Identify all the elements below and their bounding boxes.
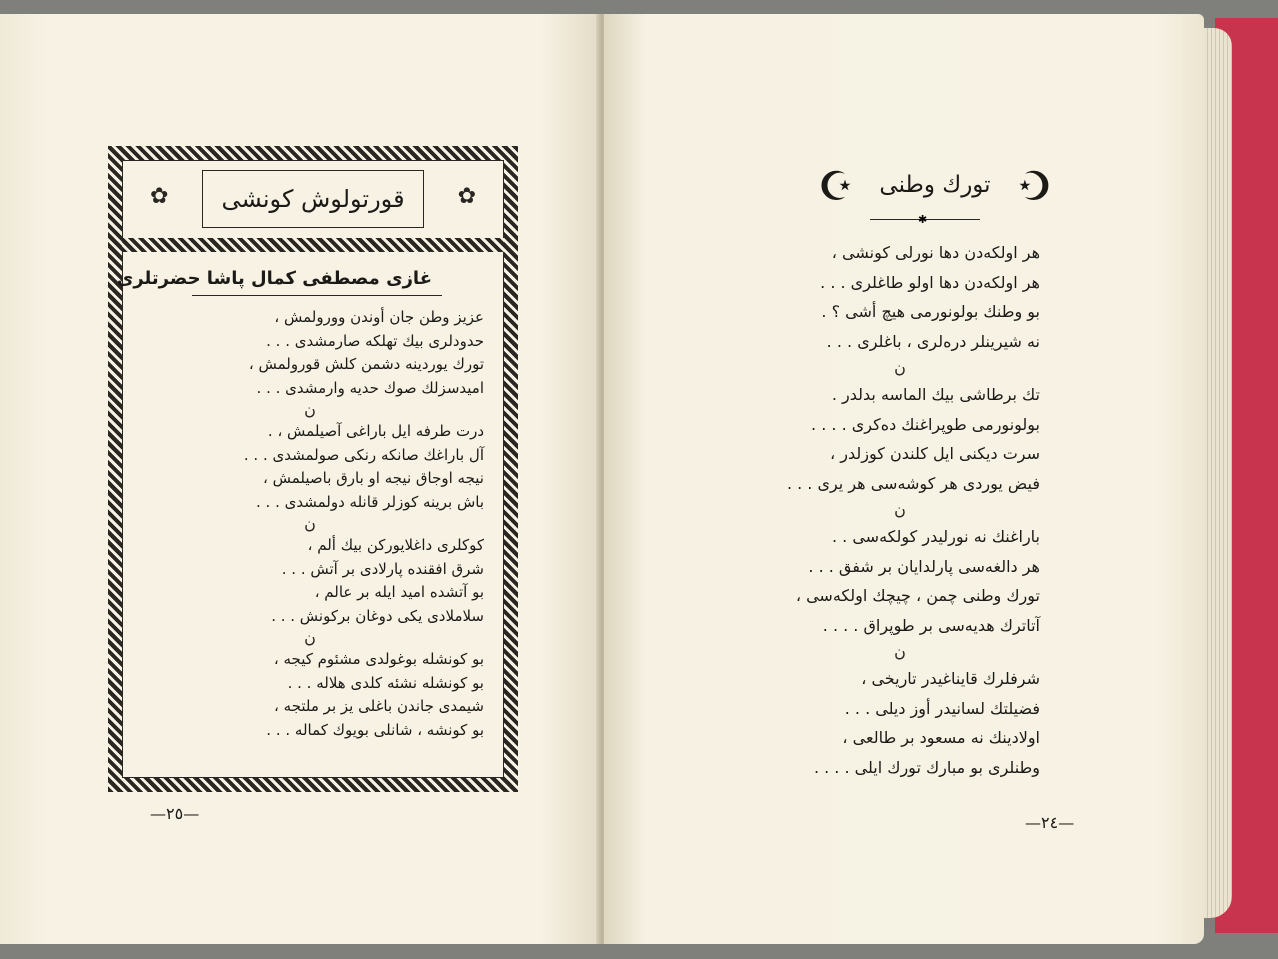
- poem-line: سرت ديكنی ايل كلندن كوزلدر ،: [830, 444, 1040, 463]
- poem-line: بو وطنك بولونورمی هيچ أشی ؟ .: [821, 302, 1040, 321]
- poem-line: كوكلری داغلايوركن بيك ألم ،: [307, 536, 484, 554]
- poem-line: فضيلتك لسانيدر أوز ديلی . . .: [844, 698, 1040, 718]
- stanza-divider: ن: [894, 642, 906, 661]
- left-page-title: قورتولوش كونشی: [221, 185, 405, 213]
- poem-line: شرفلرك قايناغيدر تاريخی ،: [861, 669, 1040, 688]
- poem-line: هر اولكه‌دن دها نورلی كونشی ،: [831, 243, 1040, 262]
- left-title-box: [202, 170, 424, 228]
- stanza-divider: ن: [304, 400, 316, 419]
- stanza-divider: ن: [304, 628, 316, 647]
- poem-line: بو كونشله نشئه كلدی هلاله . . .: [287, 673, 484, 692]
- stanza-divider: ن: [894, 358, 906, 377]
- poem-line: آل باراغك صانكه رنكی صولمشدی . . .: [243, 445, 484, 464]
- poem-line: اميدسزلك صوك حديه وارمشدی . . .: [256, 378, 484, 397]
- ornate-frame: [108, 146, 518, 792]
- crescent-star-icon: ☪: [818, 164, 854, 210]
- frame-title-separator: [122, 238, 504, 252]
- poem-line: درت طرفه ايل باراغی آصيلمش ، .: [267, 422, 484, 440]
- poem-line: بو كونشله بوغولدی مشئوم كيجه ،: [273, 650, 484, 668]
- poem-line: فيض يوردی هر كوشه‌سی هر يری . . .: [786, 473, 1040, 493]
- poem-line: آتاترك هديه‌سی بر طوپراق . . . .: [822, 615, 1040, 635]
- right-title-block: [810, 160, 1060, 220]
- poem-line: باراغنك نه نورليدر كولكه‌سی . .: [832, 527, 1040, 546]
- right-page-title: تورك وطنی: [879, 172, 991, 198]
- poem-line: بو آتشده اميد ايله بر عالم ،: [314, 583, 484, 601]
- stanza-divider: ن: [894, 500, 906, 519]
- poem-line: نه شيرينلر درەلری ، باغلری . . .: [826, 331, 1040, 351]
- stanza-divider: ن: [304, 514, 316, 533]
- poem-line: وطنلری بو مبارك تورك ايلی . . . .: [813, 757, 1040, 777]
- poem-line: هر دالغەسی پارلدايان بر شفق . . .: [808, 556, 1040, 576]
- left-poem: [136, 306, 484, 742]
- poem-line: عزيز وطن جان أوندن وورولمش ،: [274, 308, 484, 326]
- rosette-icon: ✿: [457, 184, 476, 209]
- poem-line: تورك وطنی چمن ، چيچك اولكه‌سی ،: [795, 586, 1040, 605]
- right-page-number: —٢٤—: [1025, 813, 1075, 832]
- poem-line: نيجه اوجاق نيجه او بارق باصيلمش ،: [262, 469, 484, 487]
- poem-line: اولادينك نه مسعود بر طالعی ،: [842, 728, 1040, 747]
- poem-line: شرق افقنده پارلادی بر آتش . . .: [281, 559, 484, 578]
- poem-line: شيمدی جاندن باغلی يز بر ملتجه ،: [274, 697, 484, 715]
- poem-line: بو كونشه ، شانلی بويوك كماله . . .: [266, 720, 484, 739]
- poem-line: تك برطاشی بيك الماسه بدلدر .: [831, 385, 1040, 404]
- left-page-number: —٢٥—: [150, 804, 200, 823]
- poem-line: هر اولكه‌دن دها اولو طاغلری . . .: [820, 272, 1040, 292]
- poem-line: حدودلری بيك تهلكه صارمشدی . . .: [266, 331, 484, 350]
- poem-line: باش برينه كوزلر قانله دولمشدی . . .: [256, 492, 484, 511]
- left-page-subtitle: غازی مصطفی كمال پاشا حضرتلری: [116, 268, 432, 289]
- poem-line: تورك يوردينه دشمن كلش قورولمش ،: [248, 355, 484, 373]
- crescent-star-icon: ☪: [1016, 164, 1052, 210]
- subtitle-underline: [192, 295, 442, 296]
- poem-line: سلاملادی يكی دوغان بركونش . . .: [271, 606, 484, 625]
- star-icon: ✱: [918, 213, 928, 226]
- poem-line: بولونورمی طوپراغنك دەكری . . . .: [811, 414, 1040, 434]
- rosette-icon: ✿: [150, 184, 169, 209]
- right-poem: [760, 238, 1040, 782]
